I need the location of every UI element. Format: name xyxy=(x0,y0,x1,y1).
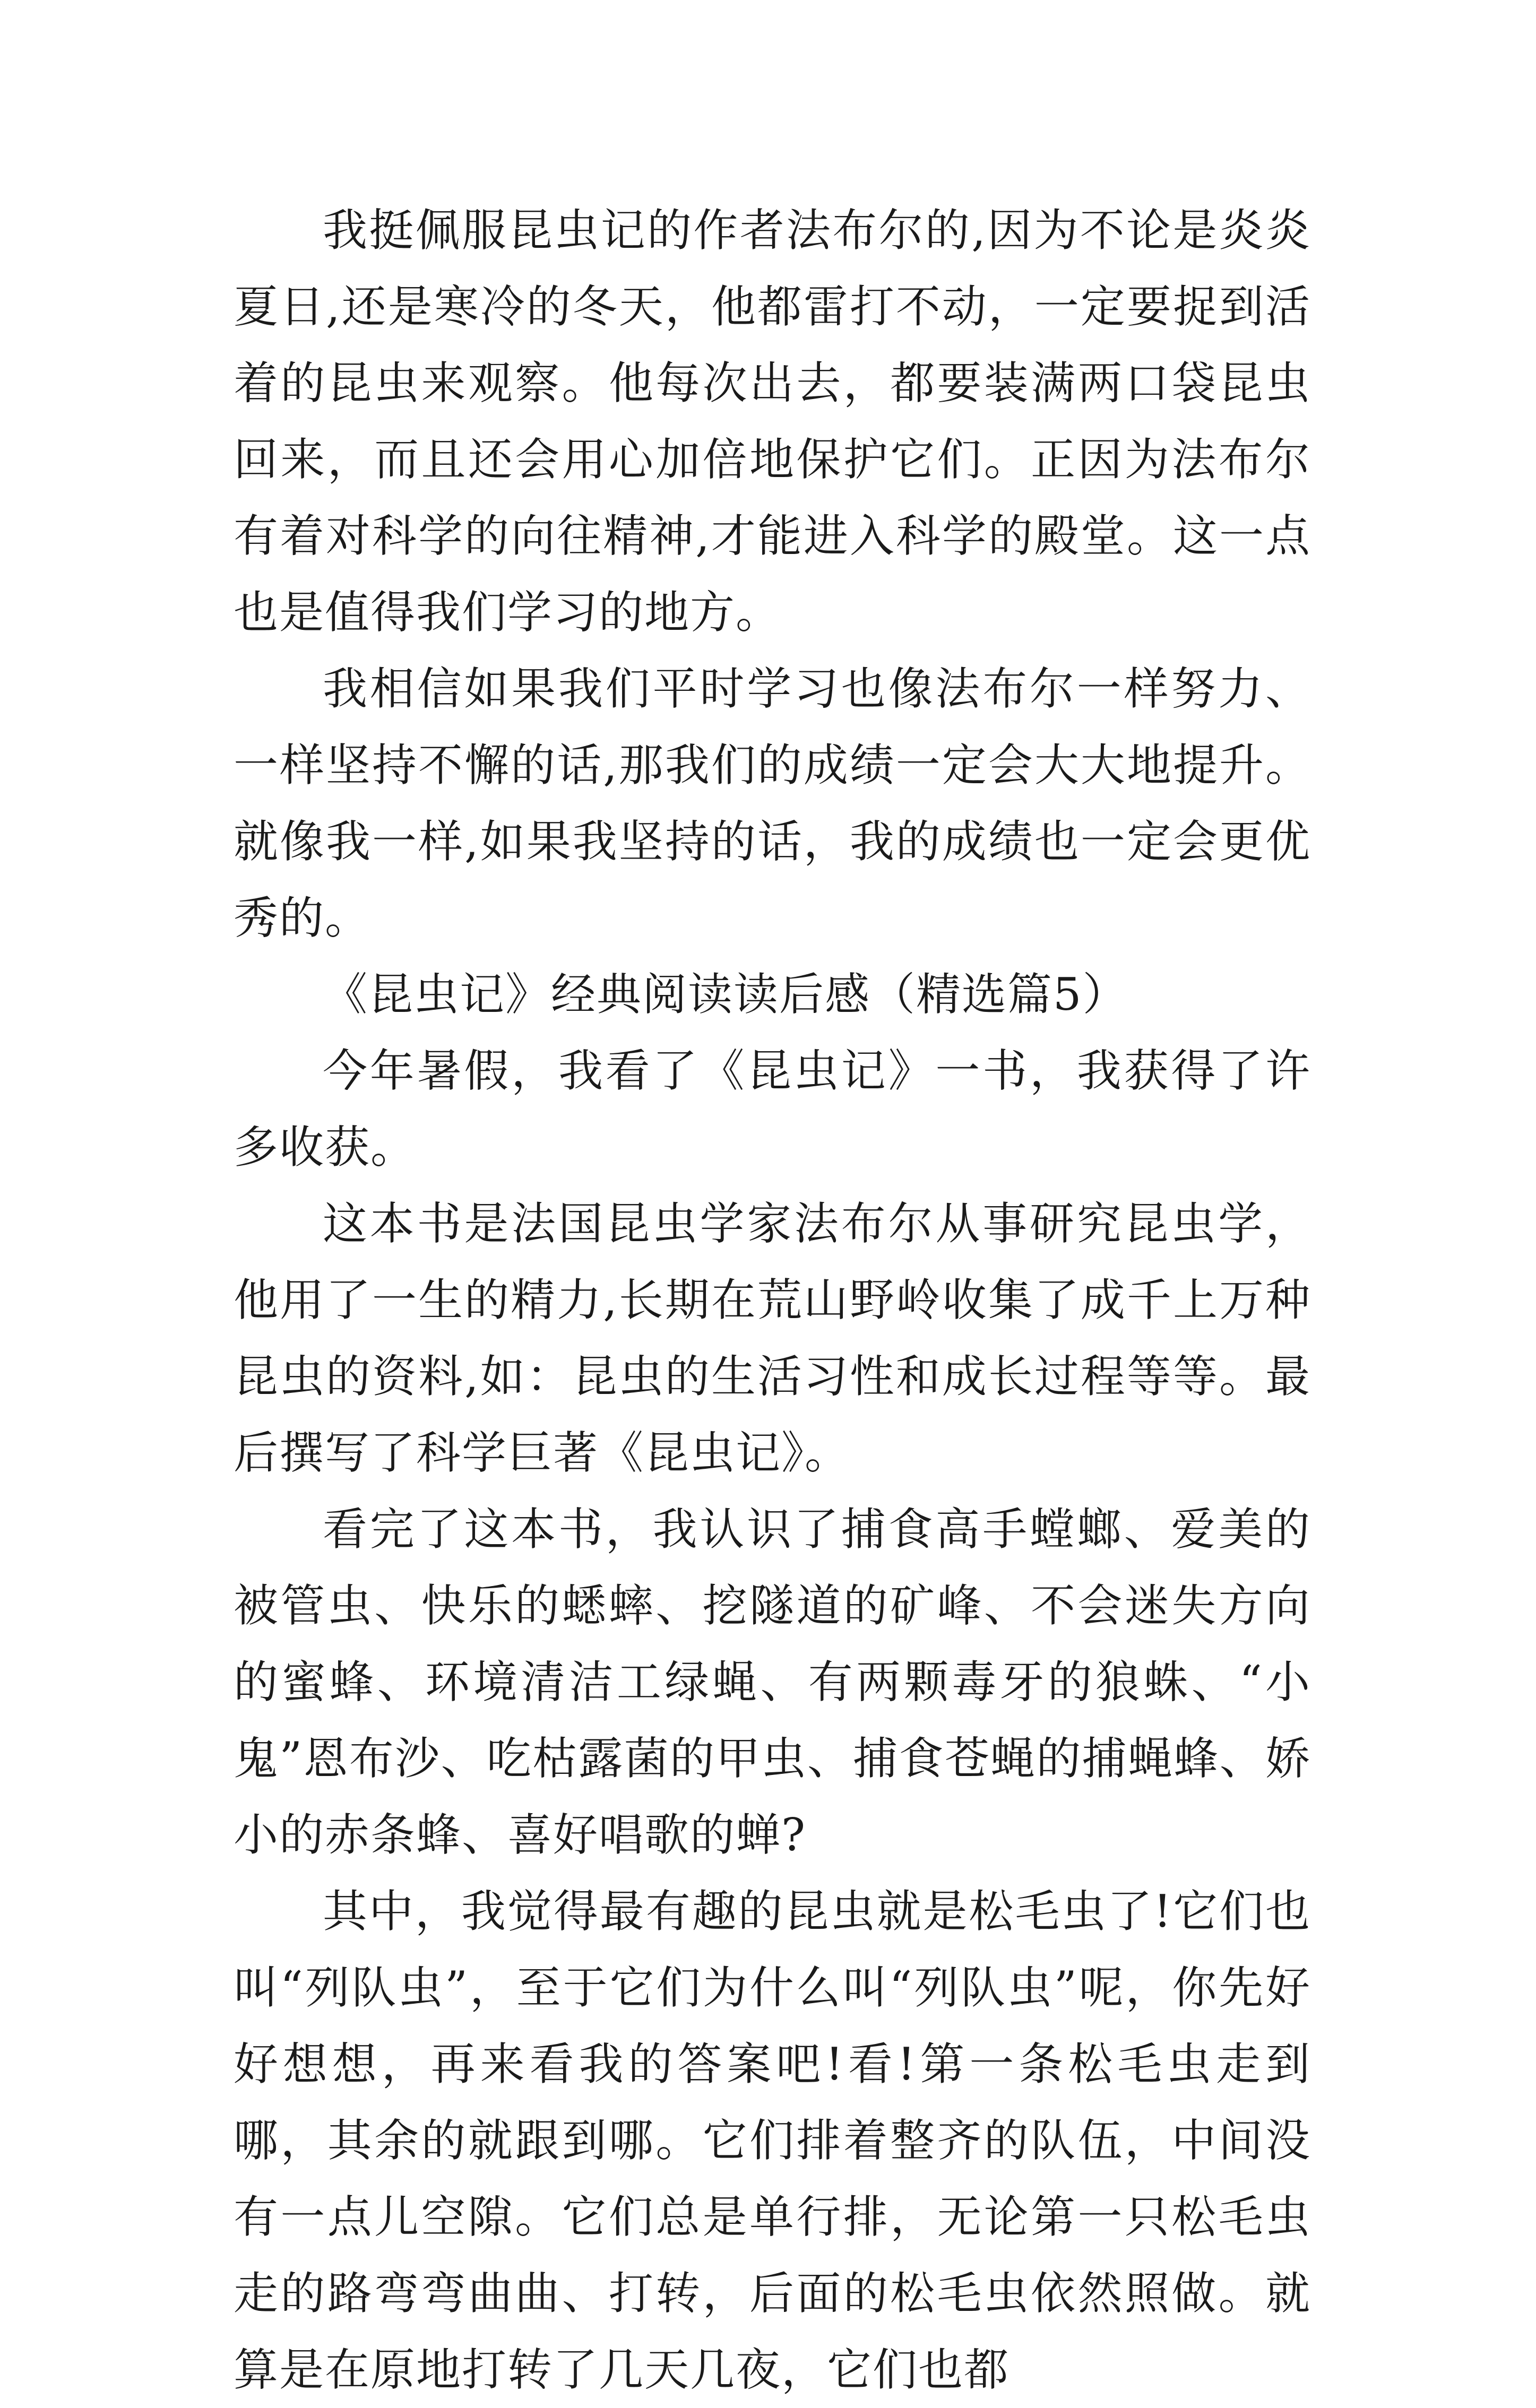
paragraph-fabre-admiration: 我挺佩服昆虫记的作者法布尔的,因为不论是炎炎夏日,还是寒冷的冬天，他都雷打不动，一定要捉到活着的昆虫来观察。他每次出去，都要装满两口袋昆虫回来，而且还会用心加倍地保护它们。正因为法布尔有着对科学的向往精神,才能进入科学的殿堂。这一点也是值得我们学习的地方。 xyxy=(234,204,1311,638)
section-heading: 《昆虫记》经典阅读读后感（精选篇5） xyxy=(323,968,1128,1020)
document-body xyxy=(234,192,1311,2408)
paragraph-summer-reading: 今年暑假，我看了《昆虫记》一书，我获得了许多收获。 xyxy=(234,1045,1311,1173)
paragraph-persistence: 我相信如果我们平时学习也像法布尔一样努力、一样坚持不懈的话,那我们的成绩一定会大大地提升。就像我一样,如果我坚持的话，我的成绩也一定会更优秀的。 xyxy=(234,663,1311,944)
paragraph-insects-list: 看完了这本书，我认识了捕食高手螳螂、爱美的被管虫、快乐的蟋蟀、挖隧道的矿峰、不会迷失方向的蜜蜂、环境清洁工绿蝇、有两颗毒牙的狼蛛、“小鬼”恩布沙、吃枯露菌的甲虫、捕食苍蝇的捕蝇蜂、娇小的赤条蜂、喜好唱歌的蝉? xyxy=(234,1503,1311,1861)
paragraph-book-intro: 这本书是法国昆虫学家法布尔从事研究昆虫学，他用了一生的精力,长期在荒山野岭收集了成千上万种昆虫的资料,如：昆虫的生活习性和成长过程等等。最后撰写了科学巨著《昆虫记》。 xyxy=(234,1198,1311,1479)
paragraph-pine-caterpillar: 其中，我觉得最有趣的昆虫就是松毛虫了!它们也叫“列队虫”，至于它们为什么叫“列队虫”呢，你先好好想想，再来看我的答案吧!看!第一条松毛虫走到哪，其余的就跟到哪。它们排着整齐的队伍，中间没有一点儿空隙。它们总是单行排，无论第一只松毛虫走的路弯弯曲曲、打转，后面的松毛虫依然照做。就算是在原地打转了几天几夜，它们也都 xyxy=(234,1885,1311,2396)
